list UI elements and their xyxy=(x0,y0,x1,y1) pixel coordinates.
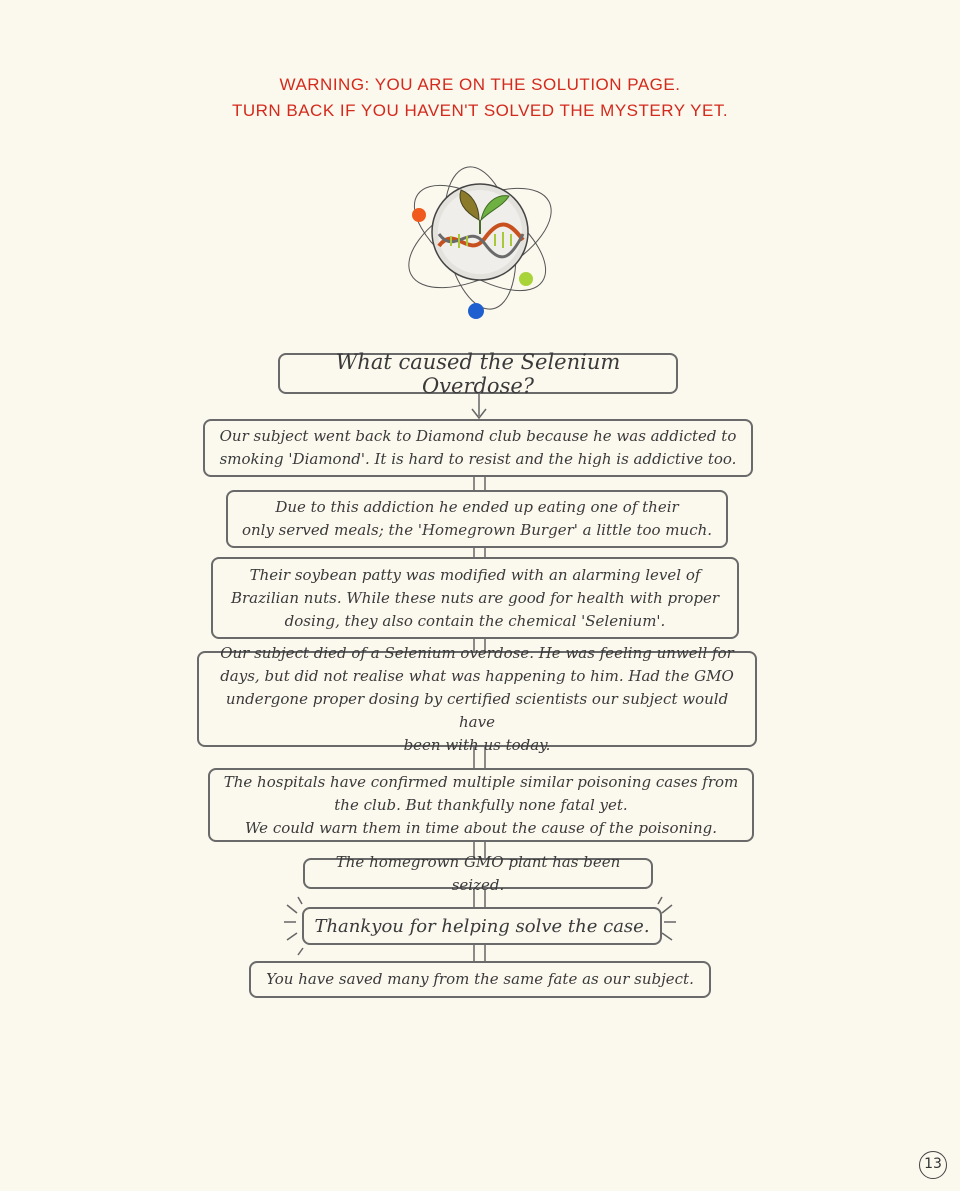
step-2-line-2: only served meals; the 'Homegrown Burger' a little too much. xyxy=(241,521,713,539)
flow-step-1 xyxy=(203,419,753,477)
warning-line-2: TURN BACK IF YOU HAVEN'T SOLVED THE MYSTERY YET. xyxy=(231,101,729,120)
flow-step-6 xyxy=(303,852,653,894)
step-5-line-2: the club. But thankfully none fatal yet. xyxy=(334,795,628,814)
page-number: 13 xyxy=(919,1151,947,1179)
step-4-line-2: days, but did not realise what was happening to him. Had the GMO xyxy=(220,666,734,685)
step-4-line-4: been with us today. xyxy=(403,735,551,754)
step-4-line-1: Our subject died of a Selenium overdose. He was feeling unwell for xyxy=(220,643,734,662)
question-text: What caused the Selenium Overdose? xyxy=(335,349,621,398)
step-3-line-3: dosing, they also contain the chemical 'Selenium'. xyxy=(284,611,666,630)
flow-step-4 xyxy=(197,643,757,754)
closing-box xyxy=(249,961,711,998)
flow-step-3 xyxy=(211,557,739,639)
step-5-line-3: We could warn them in time about the cause of the poisoning. xyxy=(244,818,717,837)
step-3-line-2: Brazilian nuts. While these nuts are good for health with proper xyxy=(230,588,720,607)
question-box xyxy=(278,349,678,398)
step-1-line-1: Our subject went back to Diamond club because he was addicted to xyxy=(219,427,737,445)
closing-text: You have saved many from the same fate as our subject. xyxy=(266,970,694,988)
flow-step-5 xyxy=(208,768,754,842)
step-5-line-1: The hospitals have confirmed multiple similar poisoning cases from xyxy=(223,772,739,791)
dna-plant-atom-icon xyxy=(395,160,565,325)
step-1-line-2: smoking 'Diamond'. It is hard to resist and the high is addictive too. xyxy=(219,450,737,468)
step-4-line-3: undergone proper dosing by certified scientists our subject would have xyxy=(225,689,729,731)
flow-step-2 xyxy=(226,490,728,548)
thanks-box xyxy=(302,907,662,945)
step-3-line-1: Their soybean patty was modified with an alarming level of xyxy=(249,565,701,584)
thanks-text: Thankyou for helping solve the case. xyxy=(314,915,650,937)
step-6-line-1: The homegrown GMO plant has been seized. xyxy=(335,852,621,894)
step-2-line-1: Due to this addiction he ended up eating one of their xyxy=(275,498,679,516)
warning-line-1: WARNING: YOU ARE ON THE SOLUTION PAGE. xyxy=(279,75,681,94)
